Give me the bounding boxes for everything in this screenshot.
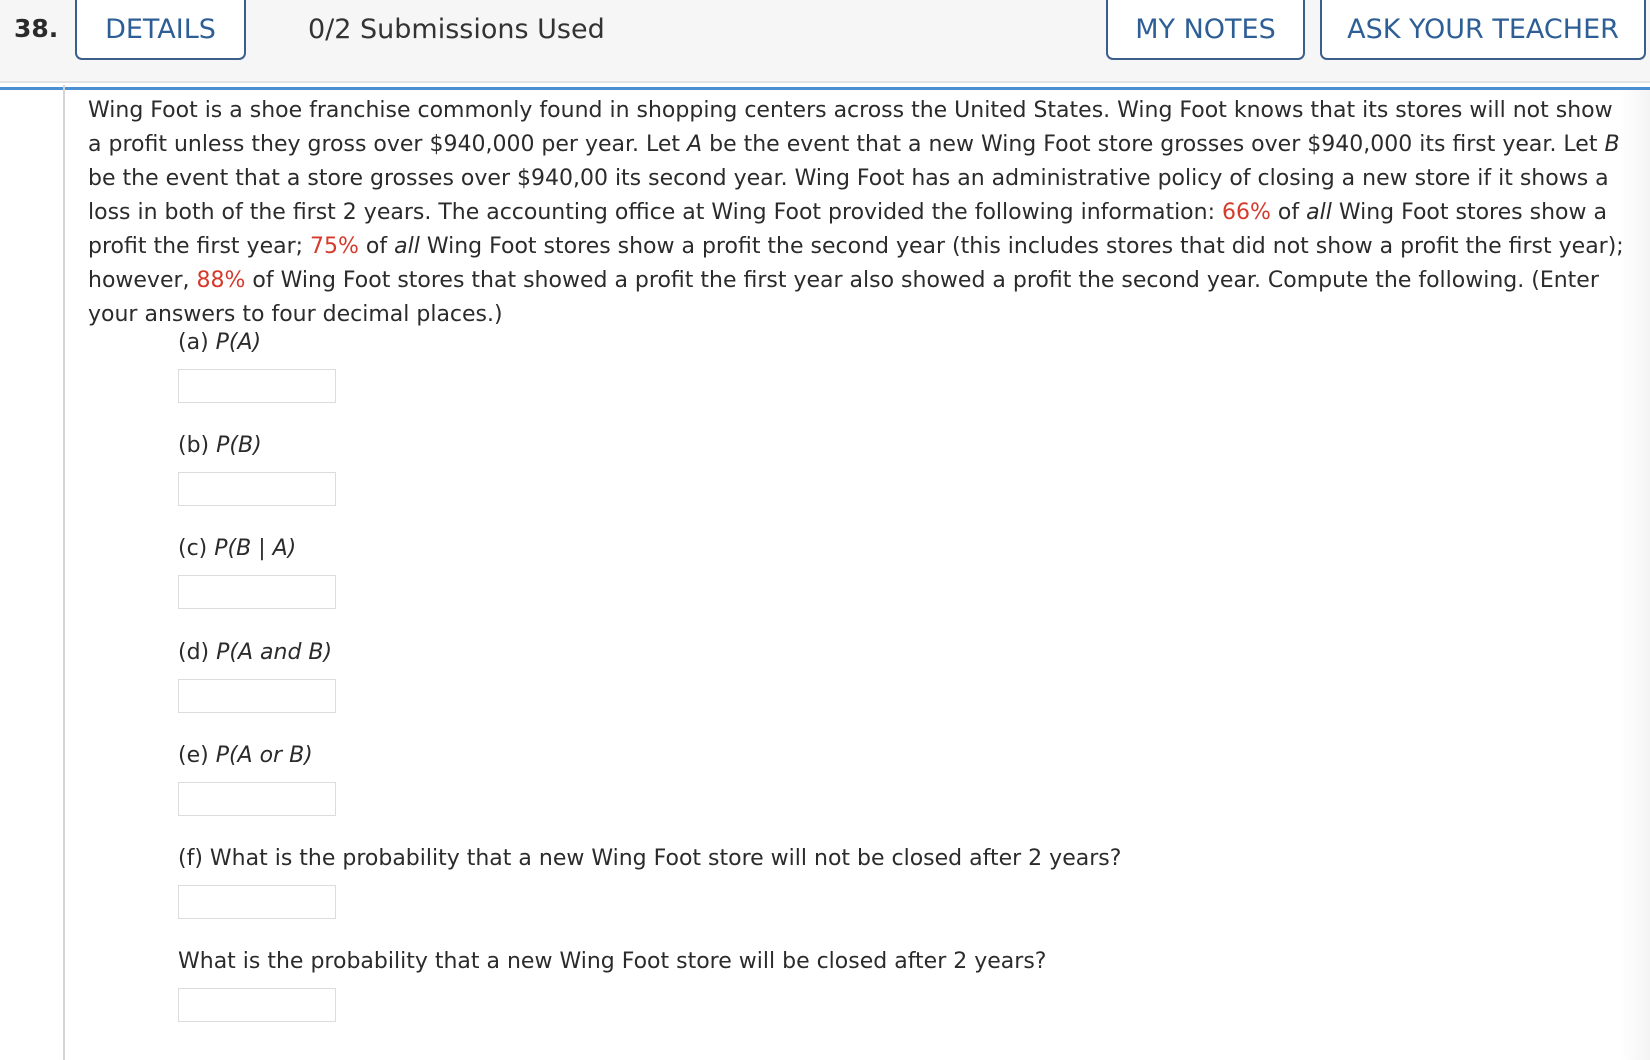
question-number: 38. [14,14,59,43]
part-d-label: (d) P(A and B) [178,640,333,665]
part-d-answer-input[interactable] [178,679,336,713]
my-notes-button[interactable]: MY NOTES [1106,0,1305,60]
part-a-label: (a) P(A) [178,330,262,355]
part-c-answer-input[interactable] [178,575,336,609]
value-pct-both-years: 88% [196,268,246,293]
part-a-answer-input[interactable] [178,369,336,403]
details-button[interactable]: DETAILS [75,0,246,60]
part-b-label: (b) P(B) [178,433,262,458]
value-pct-first-year: 66% [1222,200,1271,225]
part-e-label: (e) P(A or B) [178,743,313,768]
submissions-used: 0/2 Submissions Used [308,14,605,45]
ask-your-teacher-button[interactable]: ASK YOUR TEACHER [1320,0,1646,60]
part-e-answer-input[interactable] [178,782,336,816]
part-f-answer-input[interactable] [178,885,336,919]
header-divider [0,87,1650,90]
value-pct-second-year: 75% [310,234,359,259]
part-f-label: (f) What is the probability that a new Wing Foot store will not be closed after 2 years? [178,846,1122,871]
question-header [0,0,1650,83]
question-left-border [63,85,65,1060]
part-c-label: (c) P(B | A) [178,536,297,561]
part-g-answer-input[interactable] [178,988,336,1022]
problem-statement: Wing Foot is a shoe franchise commonly found in shopping centers across the United States. Wing Foot knows that its stores will not show a profit unless they gross over $940,000 per year. Let A be the event that a new Wing Foot store grosses over $940,000 its first year. Let B be the event that a store grosses over $940,00 its second year. Wing Foot has an administrative policy of closing a new store if it shows a loss in both of the first 2 years. The accounting office at Wing Foot provided the following information: 66% of all Wing Foot stores show a profit the first year; 75% of all Wing Foot stores show a profit the second year (this includes stores that did not show a profit the first year); however, 88% of Wing Foot stores that showed a profit the first year also showed a profit the second year. Compute the following. (Enter your answers to four decimal places.) [88,98,1624,327]
part-g-label: What is the probability that a new Wing Foot store will be closed after 2 years? [178,949,1047,974]
part-b-answer-input[interactable] [178,472,336,506]
